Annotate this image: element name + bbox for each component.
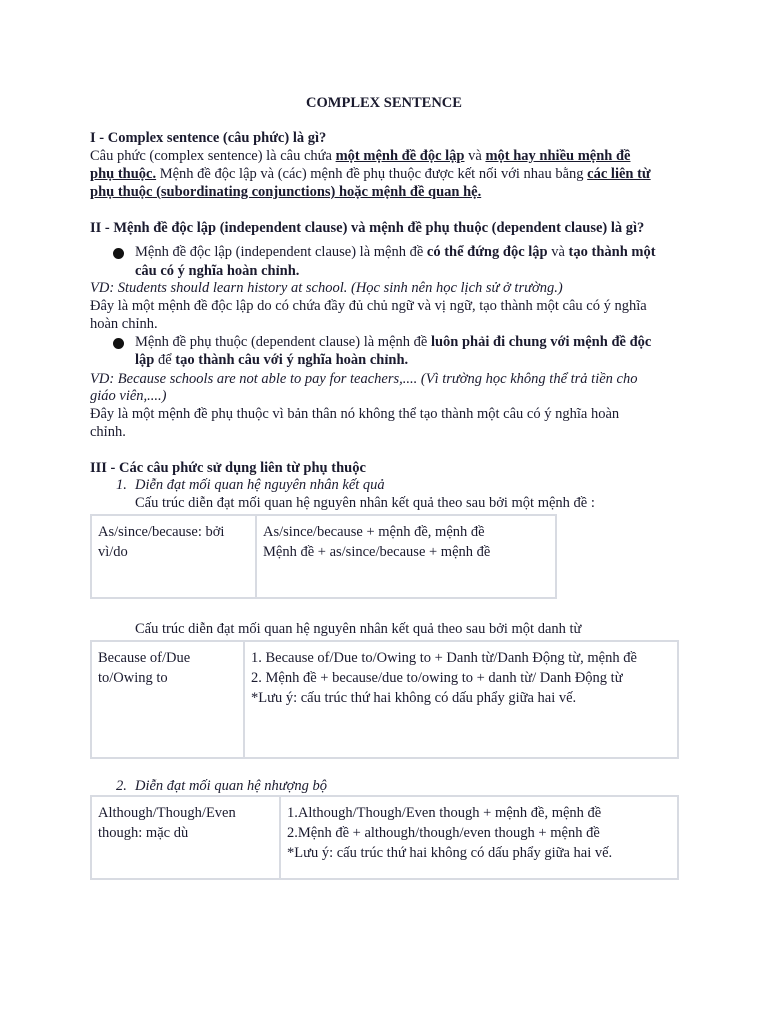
table-cell-structure	[244, 641, 678, 758]
example2-line2: giáo viên,....)	[90, 388, 167, 404]
explanation2-line1: Đây là một mệnh đề phụ thuộc vì bản thân nó không thể tạo thành một câu có ý nghĩa hoàn	[90, 406, 620, 422]
cell-line: Mệnh đề + as/since/because + mệnh đề	[263, 544, 491, 560]
text: Câu phức (complex sentence) là câu chứa	[90, 148, 336, 164]
cell-line: *Lưu ý: cấu trúc thứ hai không có dấu phẩy giữa hai vế.	[287, 845, 613, 861]
text: Mệnh đề phụ thuộc (dependent clause) là mệnh đề	[135, 334, 431, 350]
bullet2-line2	[135, 351, 408, 369]
table-cell-structure	[256, 515, 556, 598]
bullet1-line1	[135, 243, 656, 261]
explanation1-line2: hoàn chỉnh.	[90, 316, 158, 332]
emphasis: một hay nhiều mệnh đề	[485, 148, 631, 164]
bullet-icon	[113, 338, 124, 349]
section1-line1	[90, 147, 630, 165]
bullet1-line2: câu có ý nghĩa hoàn chỉnh.	[135, 263, 300, 279]
emphasis: tạo thành câu với ý nghĩa hoàn chỉnh.	[175, 352, 409, 368]
cell-line: Although/Though/Even	[98, 805, 236, 821]
cell-line: to/Owing to	[98, 670, 168, 686]
cell-line: Because of/Due	[98, 650, 191, 666]
emphasis: có thể đứng độc lập	[426, 244, 548, 260]
emphasis: tạo thành một	[568, 244, 656, 260]
table-cell-structure	[280, 796, 678, 879]
emphasis: các liên từ	[587, 166, 651, 182]
text: Mệnh đề độc lập (independent clause) là mệnh đề	[135, 244, 427, 260]
list-item-2: Diễn đạt mối quan hệ nhượng bộ	[135, 778, 328, 794]
text: để	[154, 352, 176, 368]
bullet2-line1	[135, 333, 651, 351]
emphasis: lập	[135, 352, 155, 368]
text: Mệnh đề độc lập và (các) mệnh đề phụ thuộc được kết nối với nhau bằng	[156, 166, 588, 182]
list-number: 2.	[116, 778, 127, 794]
section1-line2	[90, 165, 651, 183]
cell-line: vì/do	[98, 544, 128, 560]
explanation1-line1: Đây là một mệnh đề độc lập do có chứa đầy đủ chủ ngữ và vị ngữ, tạo thành một câu có ý nghĩa	[90, 298, 647, 314]
subheading-1: Cấu trúc diễn đạt mối quan hệ nguyên nhân kết quả theo sau bởi một mệnh đề :	[135, 495, 595, 511]
text: và	[464, 148, 486, 164]
emphasis: luôn phải đi chung với mệnh đề độc	[430, 334, 652, 350]
table-cause-effect-noun	[90, 640, 679, 759]
table-cell-term	[91, 641, 244, 758]
cell-line: though: mặc dù	[98, 825, 189, 841]
section3-heading: III - Các câu phức sử dụng liên từ phụ thuộc	[90, 460, 366, 476]
section1-heading: I - Complex sentence (câu phức) là gì?	[90, 130, 327, 146]
example1: VD: Students should learn history at school. (Học sinh nên học lịch sử ở trường.)	[90, 280, 563, 296]
emphasis: phụ thuộc.	[90, 166, 157, 182]
cell-line: 2.Mệnh đề + although/though/even though + mệnh đề	[287, 825, 600, 841]
cell-line: 1. Because of/Due to/Owing to + Danh từ/Danh Động từ, mệnh đề	[251, 650, 637, 666]
cell-line: As/since/because + mệnh đề, mệnh đề	[263, 524, 485, 540]
list-item-1: Diễn đạt mối quan hệ nguyên nhân kết quả	[135, 477, 385, 493]
table-cell-term	[91, 796, 280, 879]
text: và	[547, 244, 569, 260]
cell-line: As/since/because: bởi	[98, 524, 225, 540]
cell-line: 1.Although/Though/Even though + mệnh đề, mệnh đề	[287, 805, 602, 821]
section1-line3: phụ thuộc (subordinating conjunctions) hoặc mệnh đề quan hệ.	[90, 184, 482, 200]
cell-line: 2. Mệnh đề + because/due to/owing to + danh từ/ Danh Động từ	[251, 670, 623, 686]
table-concession	[90, 795, 679, 880]
bullet-icon	[113, 248, 124, 259]
cell-line: *Lưu ý: cấu trúc thứ hai không có dấu phẩy giữa hai vế.	[251, 690, 577, 706]
example2-line1: VD: Because schools are not able to pay for teachers,.... (Vì trường học không thể trả tiền cho	[90, 371, 638, 387]
page-title: COMPLEX SENTENCE	[306, 95, 462, 111]
section2-heading: II - Mệnh đề độc lập (independent clause) và mệnh đề phụ thuộc (dependent clause) là gì?	[90, 220, 645, 236]
explanation2-line2: chỉnh.	[90, 424, 126, 440]
table-cell-term	[91, 515, 256, 598]
subheading-2: Cấu trúc diễn đạt mối quan hệ nguyên nhân kết quả theo sau bởi một danh từ	[135, 621, 582, 637]
list-number: 1.	[116, 477, 127, 493]
table-cause-effect-clause	[90, 514, 557, 599]
emphasis: một mệnh đề độc lập	[335, 148, 465, 164]
